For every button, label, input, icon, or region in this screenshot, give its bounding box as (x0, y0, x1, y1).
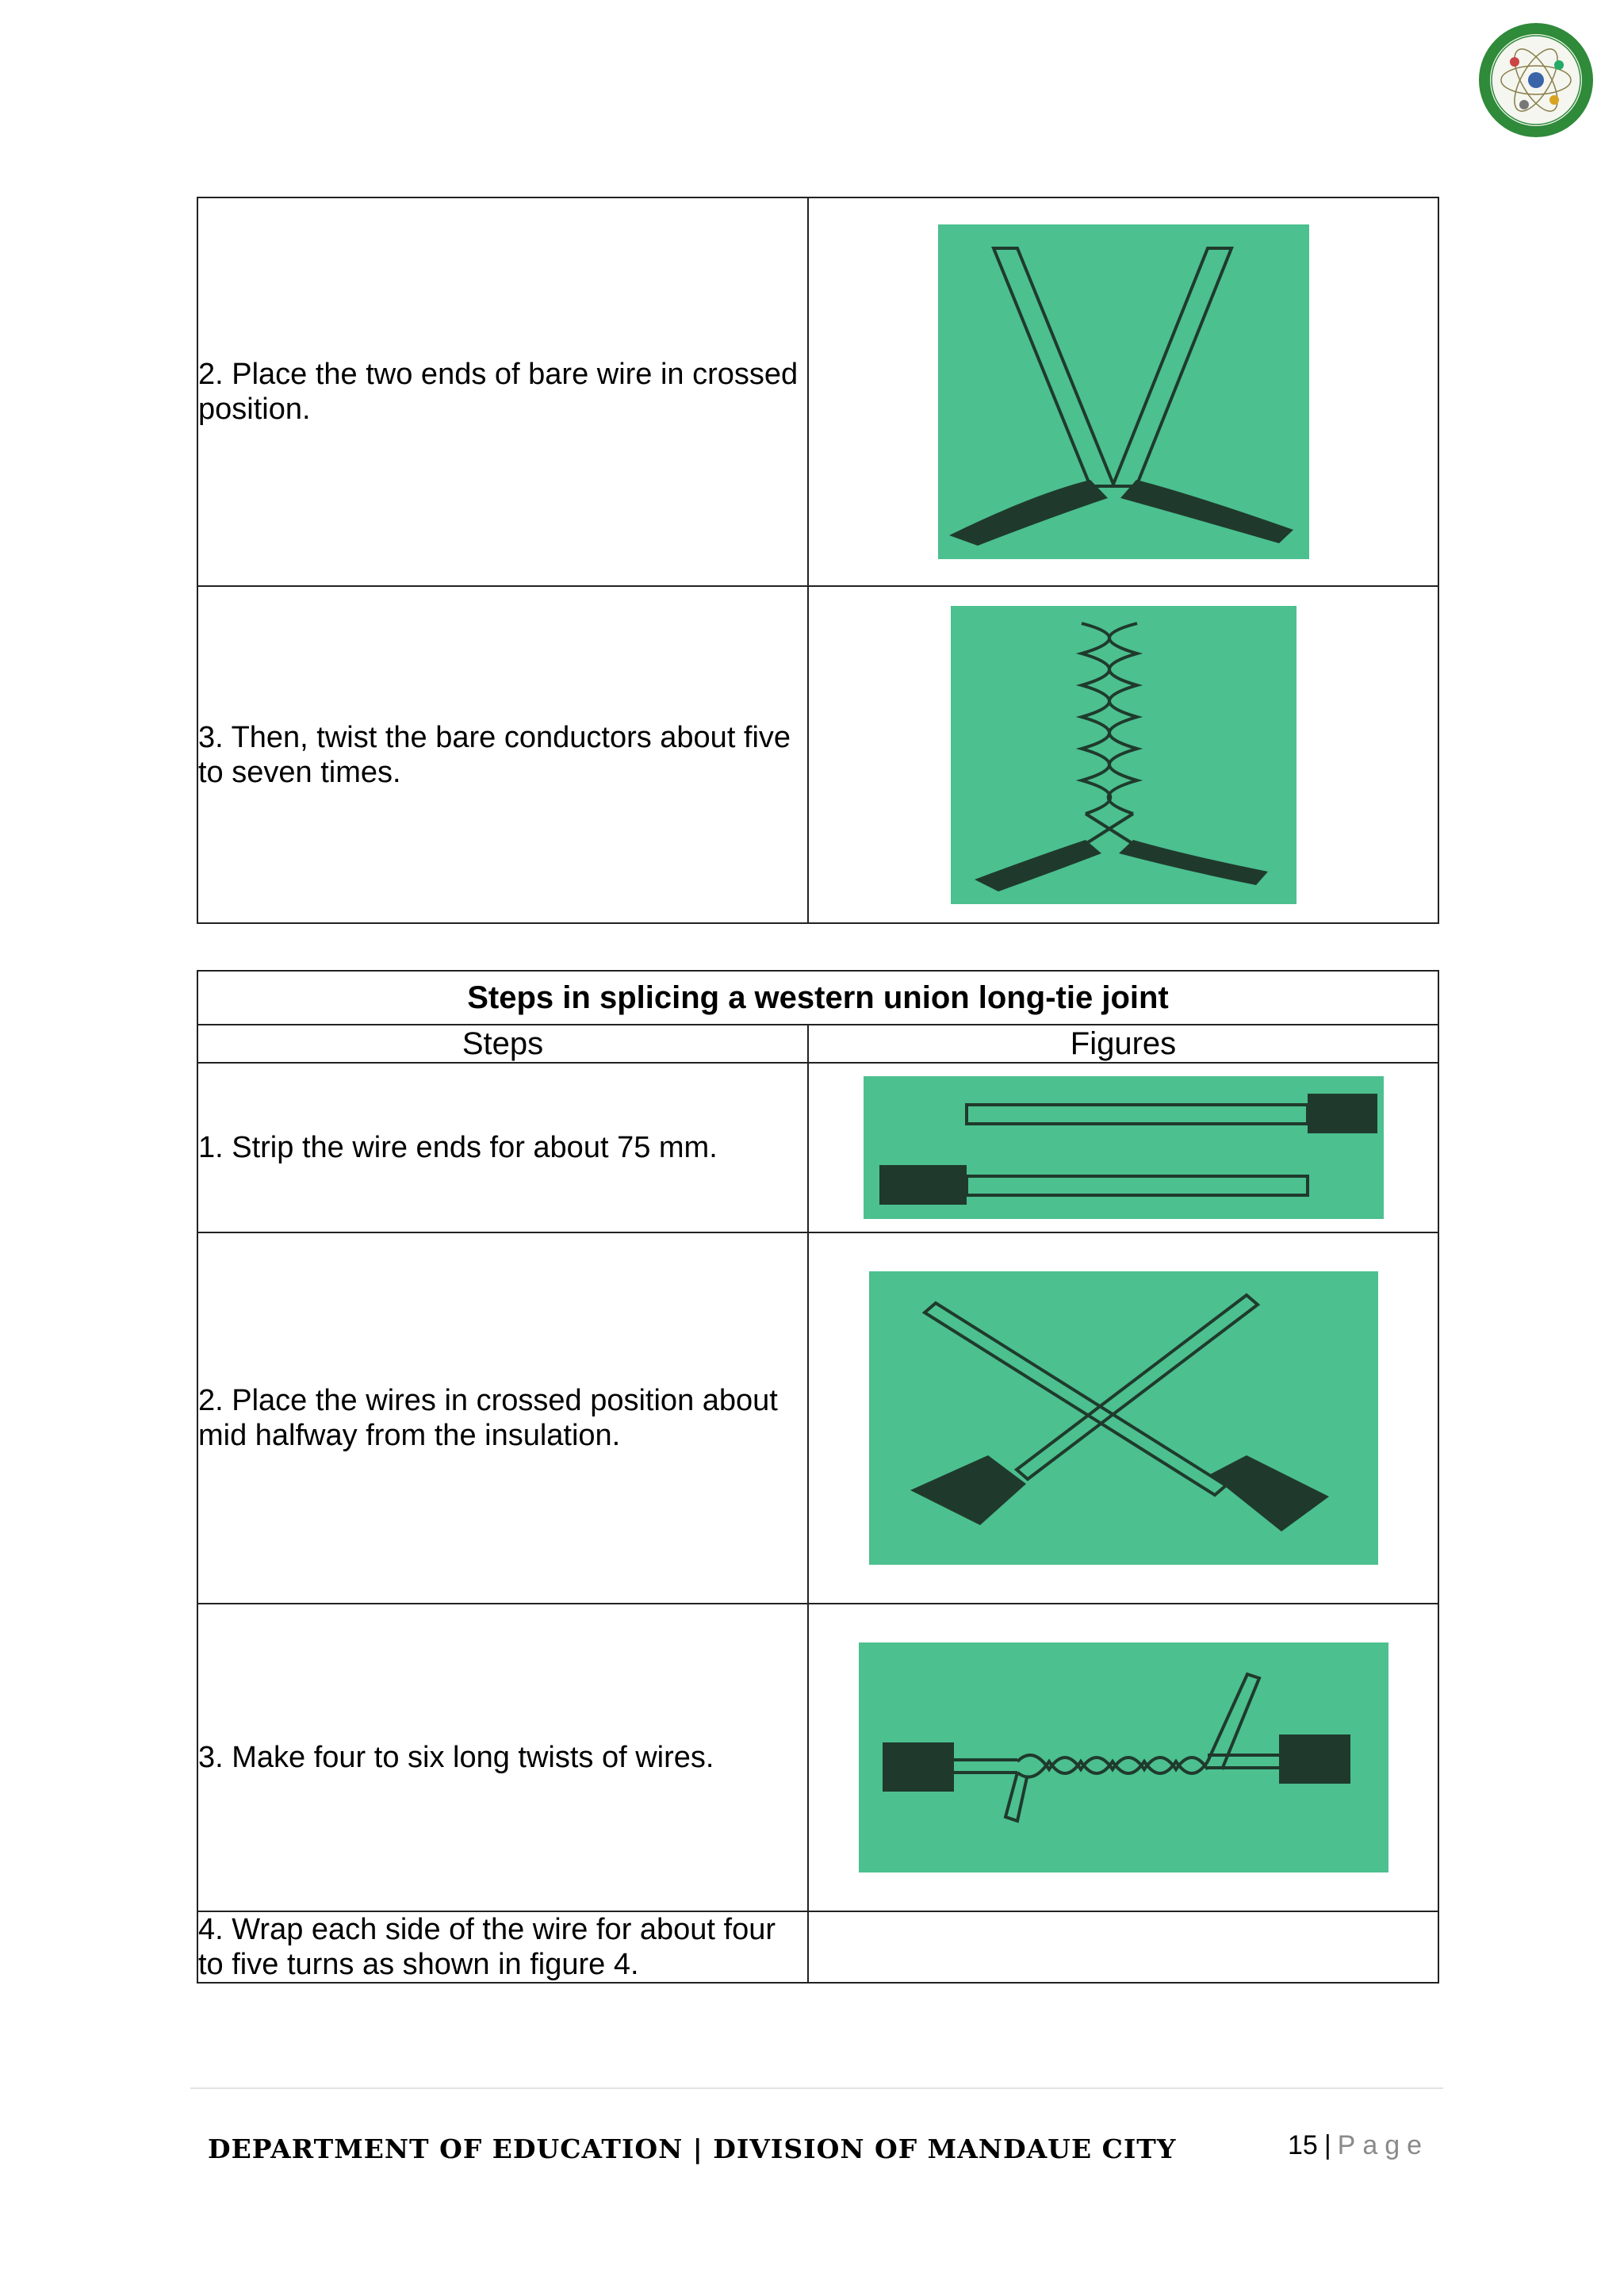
figure-cell-empty (808, 1911, 1438, 1983)
table-row (197, 197, 1438, 586)
step-text: 4. Wrap each side of the wire for about four to five turns as shown in figure 4. (197, 1911, 808, 1983)
page-word: Page (1337, 2130, 1430, 2160)
long-twists-figure (859, 1642, 1388, 1872)
column-header-steps: Steps (197, 1025, 808, 1063)
crossed-wires-mid-figure (869, 1271, 1378, 1565)
figure-cell (808, 1604, 1438, 1911)
table-title: Steps in splicing a western union long-tie joint (197, 971, 1438, 1025)
western-union-steps-table (197, 970, 1439, 1984)
step-text: 3. Then, twist the bare conductors about five to seven times. (197, 586, 808, 923)
step-text: 3. Make four to six long twists of wires. (197, 1604, 808, 1911)
figure-cell (808, 1063, 1438, 1232)
footer-page-indicator (1288, 2130, 1429, 2161)
division-seal-icon (1477, 21, 1595, 140)
page-number: 15 (1288, 2130, 1318, 2160)
twisted-conductors-figure (951, 606, 1297, 904)
column-header-figures: Figures (808, 1025, 1438, 1063)
table-row (197, 1063, 1438, 1232)
table-row (197, 1604, 1438, 1911)
table-row (197, 1911, 1438, 1983)
figure-cell (808, 197, 1438, 586)
figure-cell (808, 586, 1438, 923)
step-text: 1. Strip the wire ends for about 75 mm. (197, 1063, 808, 1232)
table-row (197, 586, 1438, 923)
footer-department: DEPARTMENT OF EDUCATION | DIVISION OF MANDAUE CITY (208, 2133, 1177, 2164)
footer-divider (190, 2087, 1443, 2089)
stripped-wire-ends-figure (864, 1076, 1384, 1219)
figure-cell (808, 1232, 1438, 1604)
step-text: 2. Place the wires in crossed position about mid halfway from the insulation. (197, 1232, 808, 1604)
table-row (197, 1232, 1438, 1604)
step-text: 2. Place the two ends of bare wire in crossed position. (197, 197, 808, 586)
page-separator: | (1323, 2130, 1331, 2160)
crossed-bare-wires-figure (938, 224, 1309, 559)
steps-table-continued (197, 197, 1439, 924)
